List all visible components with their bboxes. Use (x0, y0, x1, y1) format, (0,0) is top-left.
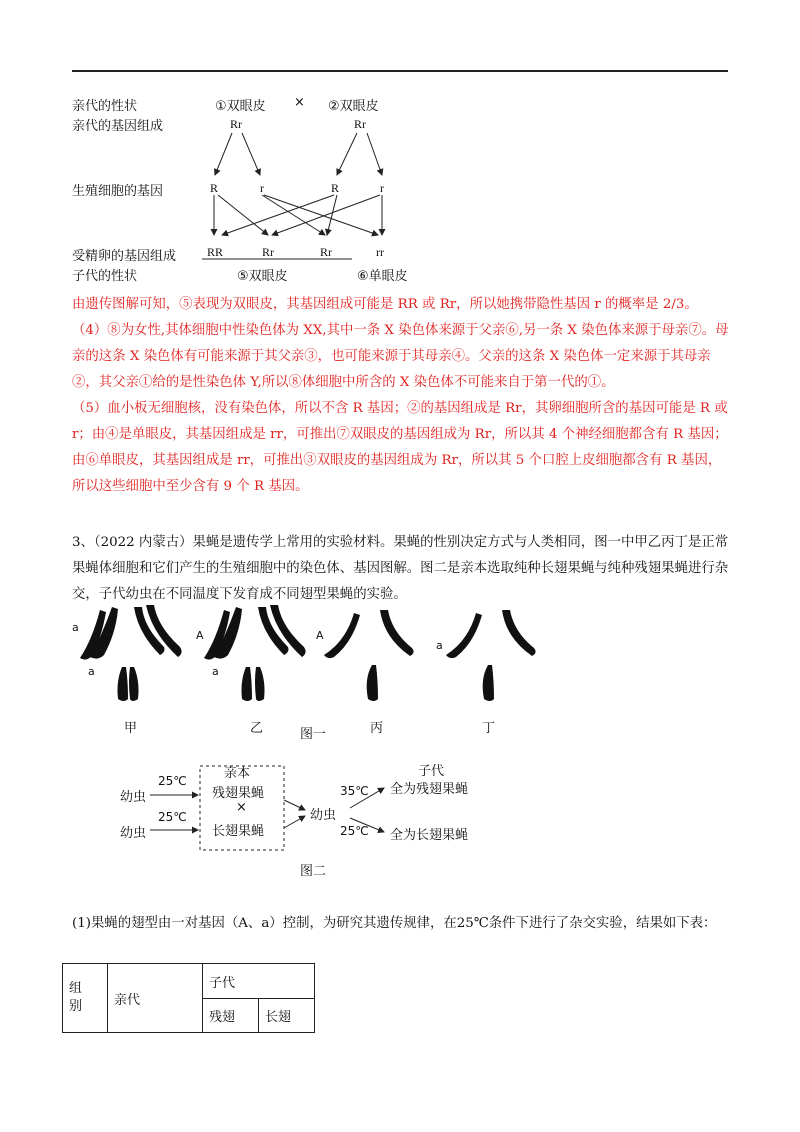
offspring5: ⑤双眼皮 (237, 269, 288, 284)
cross-sign-2: × (236, 800, 247, 815)
gamete-r-1: r (260, 181, 264, 195)
question-3-1 (72, 905, 732, 943)
gene-a-jia-1: a (72, 621, 79, 634)
genotype2: Rr (354, 117, 366, 131)
label-zygote-genotype: 受精卵的基因组成 (72, 249, 177, 264)
figure-2-caption: 图二 (300, 864, 327, 879)
figure-1 (72, 595, 552, 745)
question-3-text: 3、（2022 内蒙古）果蝇是遗传学上常用的实验材料。果蝇的性别决定方式与人类相同，图一中甲乙丙丁是正常果蝇体细胞和它们产生的生殖细胞中的染色体、基因图解。图二是亲本选取纯种长翅果蝇与纯种残翅果蝇进行杂交，子代幼虫在不同温度下发育成不同翅型果蝇的实验。 (72, 535, 729, 602)
label-gamete-gene: 生殖细胞的基因 (72, 184, 164, 199)
answer-block (72, 292, 732, 500)
label-ding: 丁 (482, 721, 496, 736)
figure-2 (100, 760, 520, 890)
vestigial-fly: 残翅果蝇 (212, 786, 265, 801)
all-vestigial: 全为残翅果蝇 (390, 782, 469, 797)
top-rule (72, 70, 728, 72)
label-bing: 丙 (370, 721, 384, 736)
zygote-Rr-2: Rr (320, 245, 332, 259)
answer-p3: （5）血小板无细胞核，没有染色体，所以不含 R 基因；②的基因组成是 Rr，其卵细胞所含的基因可能是 R 或 r；由④是单眼皮，其基因组成是 rr，可推出⑦双眼皮的基因组成为 Rr，所以其 4 个神经细胞都含有 R 基因；由⑥单眼皮，其基因组成是 rr，可推出③双眼皮的基因组成为 Rr，所以其 5 个口腔上皮细胞都含有 R 基因，所以这些细胞中至少含有 9 个 R 基因。 (72, 401, 728, 494)
gene-A-yi: A (196, 629, 204, 642)
gamete-r-2: r (380, 181, 384, 195)
header-offspring: 子代 (203, 964, 315, 999)
gene-a-yi: a (212, 665, 219, 678)
header-long: 长翅 (259, 999, 315, 1033)
larva-2: 幼虫 (120, 826, 147, 841)
long-fly: 长翅果蝇 (212, 824, 265, 839)
results-table (62, 963, 315, 1033)
header-vestigial: 残翅 (203, 999, 259, 1033)
gamete-R-1: R (210, 181, 219, 195)
parent1: ①双眼皮 (215, 99, 266, 114)
question-3-1-text: (1)果蝇的翅型由一对基因（A、a）控制，为研究其遗传规律，在25℃条件下进行了杂交实验，结果如下表： (72, 916, 717, 931)
gene-A-bing: A (316, 629, 324, 642)
label-jia: 甲 (124, 721, 138, 736)
genetic-cross-diagram (72, 85, 452, 285)
label-parent-trait: 亲代的性状 (72, 99, 138, 114)
parents-title: 亲本 (224, 766, 251, 781)
label-parent-genotype: 亲代的基因组成 (72, 119, 164, 134)
larva-3: 幼虫 (310, 808, 337, 823)
header-group: 组别 (63, 964, 108, 1033)
label-yi: 乙 (250, 721, 264, 736)
cross-sign: × (294, 95, 305, 110)
header-parents: 亲代 (108, 964, 203, 1033)
temp-25-3: 25℃ (340, 824, 369, 838)
gene-a-jia-2: a (88, 665, 95, 678)
parent2: ②双眼皮 (328, 99, 379, 114)
label-offspring-trait: 子代的性状 (72, 269, 138, 284)
zygote-Rr-1: Rr (262, 245, 274, 259)
offspring6: ⑥单眼皮 (357, 269, 408, 284)
zygote-rr: rr (376, 245, 384, 259)
zygote-RR: RR (207, 245, 224, 259)
gamete-R-2: R (331, 181, 340, 195)
offspring-title: 子代 (418, 764, 445, 779)
genotype1: Rr (230, 117, 242, 131)
temp-35: 35℃ (340, 784, 369, 798)
temp-25-2: 25℃ (158, 810, 187, 824)
all-long: 全为长翅果蝇 (390, 828, 469, 843)
larva-1: 幼虫 (120, 790, 147, 805)
chromosome-drawings (72, 595, 552, 715)
answer-p2: （4）⑧为女性,其体细胞中性染色体为 XX,其中一条 X 染色体来源于父亲⑥,另一条 X 染色体来源于母亲⑦。母亲的这条 X 染色体有可能来源于其父亲③，也可能来源于其母亲④。父亲的这条 X 染色体一定来源于其母亲②，其父亲①给的是性染色体 Y,所以⑧体细胞中所含的 X 染色体不可能来自于第一代的①。 (72, 323, 729, 390)
answer-p1: 由遗传图解可知，⑤表现为双眼皮，其基因组成可能是 RR 或 Rr，所以她携带隐性基因 r 的概率是 2/3。 (72, 297, 698, 312)
figure-1-caption: 图一 (300, 727, 327, 742)
gene-a-ding: a (436, 639, 443, 652)
temp-25-1: 25℃ (158, 774, 187, 788)
